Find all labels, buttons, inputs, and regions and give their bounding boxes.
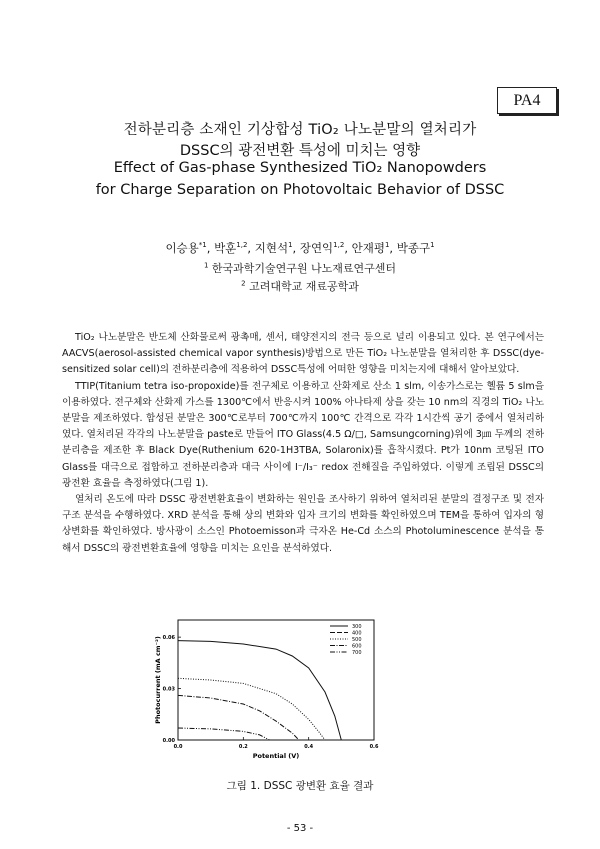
abstract-body xyxy=(62,330,544,557)
series-line-300 xyxy=(178,641,341,740)
series-line-500 xyxy=(178,678,325,740)
title-korean-line-2: DSSC의 광전변환 특성에 미치는 영향 xyxy=(179,143,421,159)
paragraph-intro: TiO₂ 나노분말은 반도체 산화물로써 광촉매, 센서, 태양전지의 전극 등으로 널리 이용되고 있다. 본 연구에서는 AACVS(aerosol-assisted chemical vapor synthesis)방법으로 만든 TiO₂ 나노분말을 열처리한 후 DSSC(dye-sensitized solar cell)의 전하분리층에 적용하여 DSSC특성에 어떠한 영향을 미치는지에 대해서 알아보았다. xyxy=(62,332,544,376)
title-english-line-2: for Charge Separation on Photovoltaic Behavior of DSSC xyxy=(95,182,505,198)
paragraph-analysis: 열처리 온도에 따라 DSSC 광전변환효율이 변화하는 원인을 조사하기 위하여 열처리된 분말의 결정구조 및 전자구조 분석을 수행하였다. XRD 분석을 통해 상의 변화와 입자 크기의 변화를 확인하였으며 TEM을 통하여 입자의 형상변화를 확인하였다. 방사광이 소스인 Photoemisson과 극자온 He-Cd 소스의 Photoluminescence 분석을 통해서 DSSC의 광전변환효율에 영향을 미치는 요인을 분석하였다. xyxy=(62,494,544,554)
photocurrent-chart xyxy=(150,612,390,772)
y-tick-label: 0.00 xyxy=(162,738,175,744)
legend-label: 600 xyxy=(352,643,362,650)
paragraph-method: TTIP(Titanium tetra iso-propoxide)를 전구체로 이용하고 산화제로 산소 1 slm, 이송가스로는 헬륨 5 slm을 이용하였다. 전구체와 산화제 가스를 1300℃에서 반응시켜 100% 아나타제 상을 갖는 10 nm의 직경의 TiO₂ 나노분말을 제조하였다. 합성된 분말은 300℃로부터 700℃까지 100℃ 간격으로 각각 1시간씩 공기 중에서 열처리하였다. 열처리된 각각의 나노분말을 paste로 만들어 ITO Glass(4.5 Ω/□, Samsungcorning)위에 3㎛ 두께의 전하분리층을 제조한 후 Black Dye(Ruthenium 620-1H3TBA, Solaronix)를 흡착시켰다. Pt가 10nm 코팅된 ITO Glass를 대극으로 접합하고 전하분리층과 대극 사이에 I⁻/I₃⁻ redox 전해질을 주입하였다. 이렇게 조립된 DSSC의 광전환 효율을 측정하였다(그림 1). xyxy=(62,380,544,489)
title-korean-line-1: 전하분리층 소재인 기상합성 TiO₂ 나노분말의 열처리가 xyxy=(123,122,477,138)
figure-1-chart xyxy=(150,612,390,792)
author: 장연익$^{1,2}$ xyxy=(299,241,345,255)
author: 안재평$^1$ xyxy=(351,241,390,255)
series-line-700 xyxy=(178,728,270,740)
figure-caption: 그림 1. DSSC 광변환 효율 결과 xyxy=(226,780,374,792)
x-tick-label: 0.6 xyxy=(369,744,379,750)
poster-id-badge: PA4 xyxy=(497,87,557,114)
x-tick-label: 0.2 xyxy=(238,744,248,750)
x-tick-label: 0.4 xyxy=(304,744,314,750)
affiliation-1: $^1$ 한국과학기술연구원 나노재료연구센터 xyxy=(203,261,397,275)
title-english-line-1: Effect of Gas-phase Synthesized TiO₂ Nanopowders xyxy=(113,160,487,176)
author: 이승용$^{*1}$ xyxy=(165,241,207,255)
author: 지현석$^1$ xyxy=(254,241,293,255)
legend-label: 400 xyxy=(352,630,362,637)
y-tick-label: 0.06 xyxy=(162,635,175,642)
x-tick-label: 0.0 xyxy=(173,744,183,750)
author: 박훈$^{1,2}$ xyxy=(214,241,248,255)
y-tick-label: 0.03 xyxy=(162,686,175,693)
legend-label: 700 xyxy=(352,650,362,656)
plot-frame xyxy=(178,620,374,740)
legend-label: 300 xyxy=(352,624,362,630)
page-number: - 53 - xyxy=(286,823,314,834)
author-list: 이승용$^{*1}$, 박훈$^{1,2}$, 지현석$^1$, 장연익$^{1,2}$, 안재평$^1$, 박종구$^1$ xyxy=(165,241,435,255)
affiliation-2: $^2$ 고려대학교 재료공학과 xyxy=(241,279,359,293)
series-line-600 xyxy=(178,695,299,740)
author: 박종구$^1$ xyxy=(396,241,435,255)
x-axis-label: Potential (V) xyxy=(252,752,300,760)
legend-label: 500 xyxy=(352,637,362,643)
y-axis-label: Photocurrent (mA cm⁻²) xyxy=(154,636,162,724)
